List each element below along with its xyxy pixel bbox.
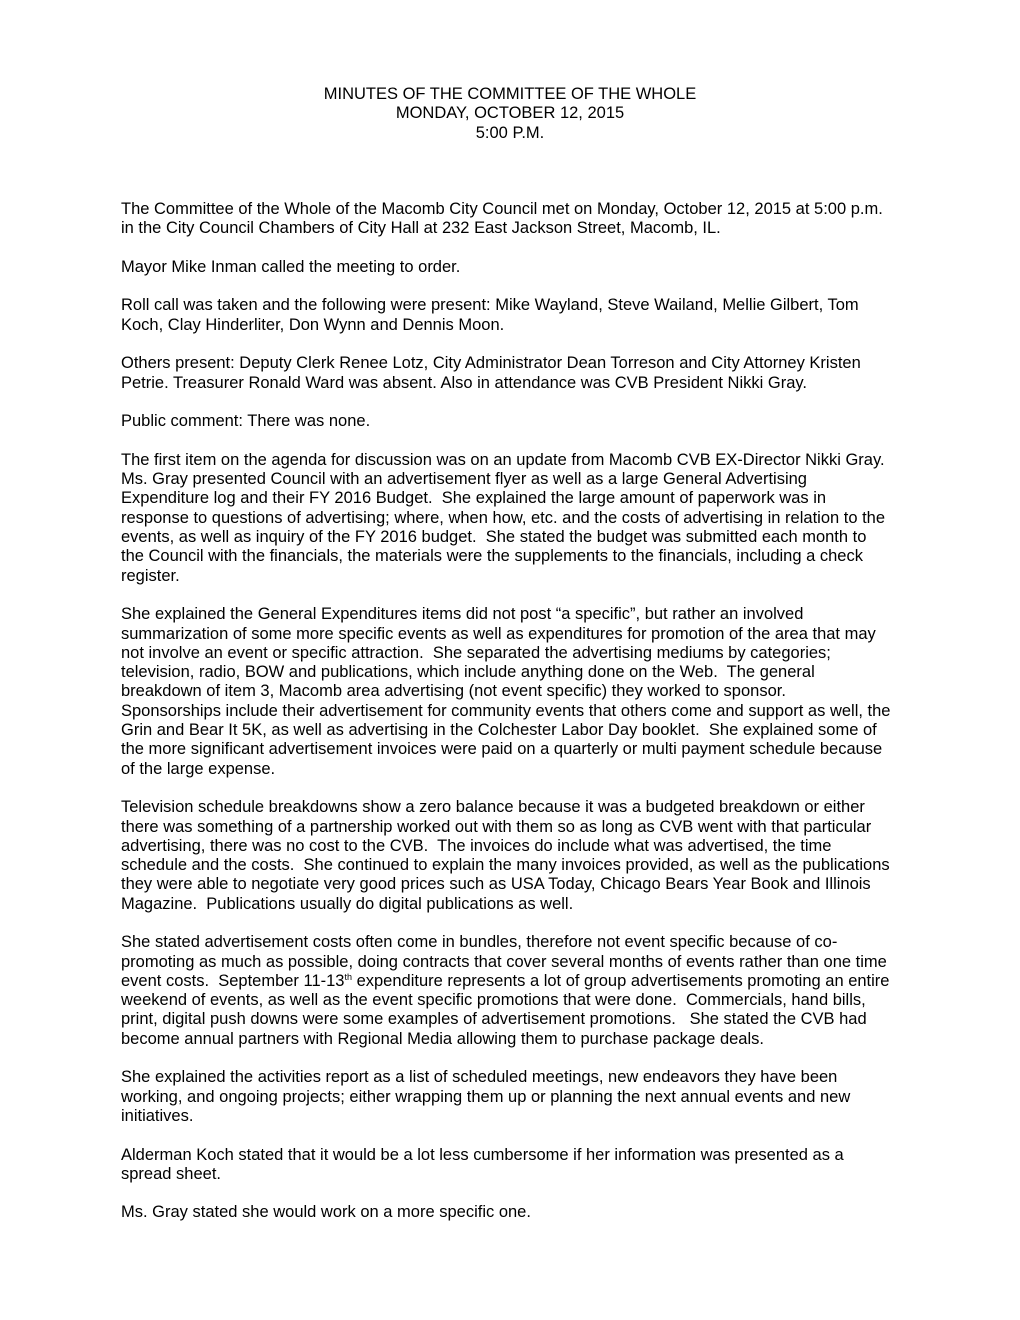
text-line: the Council with the financials, the materials were the supplements to the financials, including a check [121, 547, 863, 566]
meeting-date: MONDAY, OCTOBER 12, 2015 [395, 104, 625, 123]
text-line: summarization of some more specific events as well as expenditures for promotion of the area that may [121, 624, 876, 643]
text-line: Ms. Gray stated she would work on a more specific one. [121, 1203, 531, 1222]
text-line: She stated advertisement costs often come in bundles, therefore not event specific because of co- [121, 933, 838, 952]
text-line: promoting as much as possible, doing contracts that cover several months of events rather than one time [121, 952, 887, 971]
text-line: there was something of a partnership worked out with them so as long as CVB went with that particular [121, 817, 872, 836]
text-line: print, digital push downs were some examples of advertisement promotions. She stated the CVB had [121, 1010, 867, 1029]
text-line: response to questions of advertising; where, when how, etc. and the costs of advertising in relation to the [121, 508, 886, 527]
text-line: in the City Council Chambers of City Hall at 232 East Jackson Street, Macomb, IL. [121, 219, 721, 238]
text-line: Grin and Bear It 5K, as well as advertising in the Colchester Labor Day booklet. She explained some of [121, 721, 877, 740]
document-title: MINUTES OF THE COMMITTEE OF THE WHOLE [323, 85, 697, 103]
paragraph [121, 798, 921, 914]
text-line: spread sheet. [121, 1164, 221, 1183]
text-line: The first item on the agenda for discussion was on an update from Macomb CVB EX-Director Nikki Gray. [121, 450, 885, 469]
paragraph [121, 258, 921, 277]
text-line: of the large expense. [121, 759, 276, 778]
text-line: register. [121, 566, 180, 585]
text-line: weekend of events, as well as the event specific promotions that were done. Commercials, hand bills, [121, 991, 866, 1010]
document-header [0, 85, 1020, 143]
ordinal-superscript: th [344, 971, 352, 982]
text-line: breakdown of item 3, Macomb area advertising (not event specific) they worked to sponsor. [121, 682, 786, 701]
text-line: Public comment: There was none. [121, 412, 371, 431]
text-span: event costs. September 11-13 [121, 971, 345, 990]
text-line [121, 972, 921, 991]
text-line: The Committee of the Whole of the Macomb City Council met on Monday, October 12, 2015 at 5:00 p.m. [121, 200, 883, 218]
text-line: not involve an event or specific attraction. She separated the advertising mediums by categories; [121, 643, 831, 662]
text-line: Expenditure log and their FY 2016 Budget. She explained the large amount of paperwork was in [121, 489, 827, 508]
document-body [121, 200, 921, 1242]
text-line: advertising, there was no cost to the CVB. The invoices do include what was advertised, the time [121, 836, 832, 855]
text-line: Others present: Deputy Clerk Renee Lotz, City Administrator Dean Torreson and City Attorney Kristen [121, 354, 861, 373]
paragraph-advertisement-bundles [121, 933, 921, 1049]
text-line: Television schedule breakdowns show a zero balance because it was a budgeted breakdown or either [121, 798, 865, 817]
text-line: television, radio, BOW and publications, which include anything done on the Web. The general [121, 663, 815, 682]
text-line: Sponsorships include their advertisement for community events that others come and support as well, the [121, 701, 891, 720]
text-line: become annual partners with Regional Media allowing them to purchase package deals. [121, 1029, 764, 1048]
text-line: Ms. Gray presented Council with an advertisement flyer as well as a large General Advertising [121, 470, 807, 489]
paragraph [121, 296, 921, 335]
paragraph [121, 605, 921, 779]
text-line: schedule and the costs. She continued to explain the many invoices provided, as well as the publications [121, 856, 890, 875]
text-line: events, as well as inquiry of the FY 2016 budget. She stated the budget was submitted each month to [121, 528, 867, 547]
paragraph [121, 451, 921, 586]
text-line: Petrie. Treasurer Ronald Ward was absent. Also in attendance was CVB President Nikki Gray. [121, 373, 807, 392]
text-line: Magazine. Publications usually do digital publications as well. [121, 894, 574, 913]
meeting-time: 5:00 P.M. [475, 123, 545, 142]
paragraph [121, 200, 921, 239]
text-line: Koch, Clay Hinderliter, Don Wynn and Dennis Moon. [121, 315, 505, 334]
text-line: She explained the activities report as a list of scheduled meetings, new endeavors they have been [121, 1068, 838, 1087]
text-line: Alderman Koch stated that it would be a lot less cumbersome if her information was presented as a [121, 1145, 844, 1164]
paragraph [121, 1068, 921, 1126]
paragraph [121, 412, 921, 431]
paragraph [121, 354, 921, 393]
text-line: Roll call was taken and the following were present: Mike Wayland, Steve Wailand, Mellie Gilbert, Tom [121, 296, 859, 315]
text-line: initiatives. [121, 1106, 194, 1125]
text-line: working, and ongoing projects; either wrapping them up or planning the next annual events and new [121, 1087, 851, 1106]
text-span: expenditure represents a lot of group advertisements promoting an entire [352, 971, 890, 990]
text-line: Mayor Mike Inman called the meeting to order. [121, 257, 461, 276]
text-line: She explained the General Expenditures items did not post “a specific”, but rather an involved [121, 605, 804, 624]
paragraph [121, 1203, 921, 1222]
paragraph [121, 1146, 921, 1185]
text-line: they were able to negotiate very good prices such as USA Today, Chicago Bears Year Book and Illinois [121, 875, 871, 894]
text-line: the more significant advertisement invoices were paid on a quarterly or multi payment schedule because [121, 740, 883, 759]
